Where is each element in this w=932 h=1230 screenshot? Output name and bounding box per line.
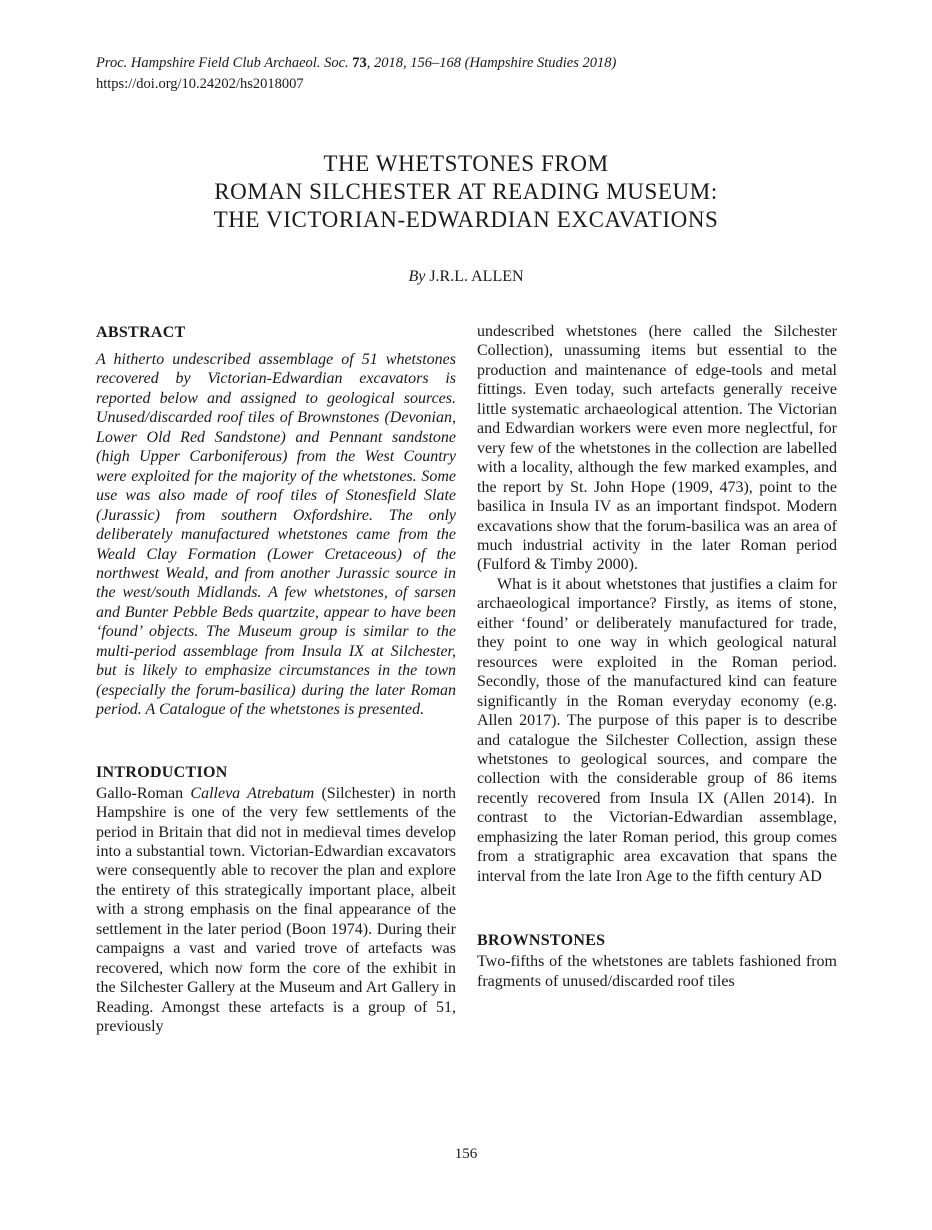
brownstones-heading: BROWNSTONES — [477, 932, 606, 950]
journal-name: Proc. Hampshire Field Club Archaeol. Soc. — [96, 55, 349, 71]
introduction-paragraph-1-continued: undescribed whetstones (here called the Silchester Collection), unassuming items but essential to the production and maintenance of edge-tools and metal fittings. Even today, such artefacts generally receive little systematic archaeological attention. The Victorian and Edwardian workers were even more neglectful, for very few of the whetstones in the collection are labelled with a locality, although the few marked examples, and the report by St. John Hope (1909, 473), point to the basilica in Insula IV as an important findspot. Modern excavations show that the forum-basilica was an area of much industrial activity in the later Roman period (Fulford & Timby 2000). — [477, 323, 837, 574]
intro-text-rest: (Silchester) in north Hampshire is one of the very few settlements of the period in Britain that did not in medieval times develop into a substantial town. Victorian-Edwardian excavators were consequently able to recover the plan and explore the entirety of this strategically important place, albeit with a strong emphasis on the final appearance of the settlement in the later period (Boon 1974). During their campaigns a vast and varied trove of artefacts was recovered, which now form the core of the exhibit in the Silchester Gallery at the Museum and Art Gallery in Reading. Amongst these artefacts is a group of 51, previously — [96, 784, 457, 1036]
journal-year-pages: , 2018, 156–168 (Hampshire Studies 2018) — [366, 55, 617, 71]
abstract-text: A hitherto undescribed assemblage of 51 whetstones recovered by Victorian-Edwardian excavators is reported below and assigned to geological sources. Unused/discarded roof tiles of Brownstones (Devonian, Lower Old Red Sandstone) and Pennant sandstone (high Upper Carboniferous) from the West Country were exploited for the majority of the whetstones. Some use was also made of roof tiles of Stonesfield Slate (Jurassic) from southern Oxfordshire. The only deliberately manufactured whetstones came from the Weald Clay Formation (Lower Cretaceous) of the northwest Weald, and from another Jurassic source in the west/south Midlands. A few whetstones, of sarsen and Bunter Pebble Beds quartzite, appear to have been ‘found’ objects. The Museum group is similar to the multi-period assemblage from Insula IX at Silchester, but is likely to emphasize circumstances in the town (especially the forum-basilica) during the later Roman period. A Catalogue of the whetstones is presented. — [96, 351, 456, 719]
author-byline — [0, 266, 932, 288]
title-line-1: THE WHETSTONES FROM — [323, 151, 609, 176]
left-column — [96, 322, 456, 1037]
right-column — [477, 322, 837, 991]
abstract-heading: ABSTRACT — [96, 324, 186, 341]
journal-citation — [96, 53, 816, 95]
title-line-2: ROMAN SILCHESTER AT READING MUSEUM: — [214, 179, 718, 204]
intro-text-start: Gallo-Roman — [96, 784, 191, 802]
intro-text-latin-name: Calleva Atrebatum — [190, 784, 315, 802]
volume-number: 73 — [352, 55, 367, 71]
author-name: J.R.L. ALLEN — [429, 268, 524, 285]
page-number: 156 — [454, 1146, 478, 1162]
doi-link[interactable]: https://doi.org/10.24202/hs2018007 — [96, 76, 304, 92]
introduction-paragraph-2: What is it about whetstones that justifies a claim for archaeological importance? Firstly, as items of stone, either ‘found’ or deliberately manufactured for trade, they point to one way in which geological natural resources were exploited in the Roman period. Secondly, those of the manufactured kind can feature significantly in the Roman everyday economy (e.g. Allen 2017). The purpose of this paper is to describe and catalogue the Silchester Collection, assign these whetstones to geological sources, and compare the collection with the considerable group of 86 items recently recovered from Insula IX (Allen 2014). In contrast to the Victorian-Edwardian assemblage, emphasizing the later Roman period, this group comes from a stratigraphic area excavation that spans the interval from the late Iron Age to the fifth century AD — [477, 575, 837, 885]
introduction-heading: INTRODUCTION — [96, 763, 228, 781]
byline-by: By — [408, 268, 426, 285]
title-line-3: THE VICTORIAN-EDWARDIAN EXCAVATIONS — [213, 207, 719, 232]
article-title — [0, 150, 932, 234]
brownstones-paragraph: Two-fifths of the whetstones are tablets fashioned from fragments of unused/discarded roof tiles — [477, 953, 837, 990]
introduction-paragraph-1 — [96, 784, 456, 1037]
journal-reference — [96, 53, 816, 74]
